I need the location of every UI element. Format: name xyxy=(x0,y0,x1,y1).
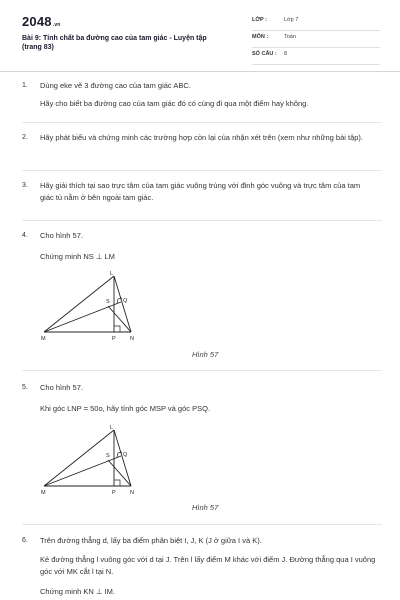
label-Q: Q xyxy=(123,298,128,304)
right-angle-P xyxy=(114,480,120,486)
question-text: Trên đường thẳng d, lấy ba điểm phân biệt I, J, K (J ở giữa I và K). xyxy=(40,536,262,545)
figure-caption: Hình 57 xyxy=(192,350,219,359)
meta-value: 8 xyxy=(284,51,288,57)
label-P: P xyxy=(112,336,116,342)
meta-value: Lớp 7 xyxy=(284,17,299,23)
question-number: 2. xyxy=(22,134,28,141)
question-separator xyxy=(22,370,382,371)
question-number: 4. xyxy=(22,232,28,239)
triangle-figure-57 xyxy=(36,266,146,346)
label-P: P xyxy=(112,490,116,496)
meta-table xyxy=(252,14,380,65)
meta-label: LỚP : xyxy=(252,17,267,23)
header xyxy=(0,0,400,70)
meta-value: Toán xyxy=(284,34,296,40)
label-M: M xyxy=(41,336,46,342)
question-text: Kẻ đường thẳng l vuông góc với d tại J. Trên l lấy điểm M khác với điểm J. Đường thẳng qua I vuông góc với MK cắt l tại N. xyxy=(40,555,376,576)
question-text: Hãy cho biết ba đường cao của tam giác đó có cùng đi qua một điểm hay không. xyxy=(40,99,309,108)
label-N: N xyxy=(130,336,134,342)
label-L: L xyxy=(110,425,114,431)
question-text: Chứng minh KN ⊥ IM. xyxy=(40,587,115,596)
label-M: M xyxy=(41,490,46,496)
question-separator xyxy=(22,524,382,525)
label-Q: Q xyxy=(123,452,128,458)
question-text: Hãy phát biểu và chứng minh các trường hợp còn lại của nhận xét trên (xem như những bài tập). xyxy=(40,133,364,142)
segment-ML xyxy=(44,430,114,486)
segment-NS xyxy=(108,460,131,486)
question-separator xyxy=(22,220,382,221)
question-text: Khi góc LNP = 50o, hãy tính góc MSP và góc PSQ. xyxy=(40,404,211,413)
segment-MQ xyxy=(44,456,121,486)
segment-MQ xyxy=(44,302,121,332)
question-number: 1. xyxy=(22,82,28,89)
label-N: N xyxy=(130,490,134,496)
segment-ML xyxy=(44,276,114,332)
question-number: 3. xyxy=(22,182,28,189)
figure-caption: Hình 57 xyxy=(192,503,219,512)
lesson-title: Bài 9: Tính chất ba đường cao của tam giác - Luyện tập (trang 83) xyxy=(22,35,207,51)
site-logo[interactable] xyxy=(22,14,61,29)
header-divider xyxy=(0,71,400,72)
question-text: Chứng minh NS ⊥ LM xyxy=(40,252,115,261)
segment-NS xyxy=(108,306,131,332)
meta-row-class xyxy=(252,14,380,31)
question-number: 5. xyxy=(22,384,28,391)
label-S: S xyxy=(106,299,110,305)
meta-label: SỐ CÂU : xyxy=(252,51,277,57)
question-separator xyxy=(22,170,382,171)
meta-label: MÔN : xyxy=(252,34,269,40)
label-L: L xyxy=(110,271,114,277)
label-S: S xyxy=(106,453,110,459)
question-text: Cho hình 57. xyxy=(40,231,83,240)
meta-row-question-count xyxy=(252,48,380,65)
question-text: Cho hình 57. xyxy=(40,383,83,392)
logo-suffix: .vn xyxy=(52,22,61,28)
question-text: Hãy giải thích tại sao trực tâm của tam giác vuông trùng với đỉnh góc vuông và trực tâm của tam giác tù nằm ở bên ngoài tam giác. xyxy=(40,181,361,202)
right-angle-P xyxy=(114,326,120,332)
question-text: Dùng eke vẽ 3 đường cao của tam giác ABC. xyxy=(40,81,191,90)
question-number: 6. xyxy=(22,537,28,544)
logo-text: 2048 xyxy=(22,14,52,29)
meta-row-subject xyxy=(252,31,380,48)
triangle-figure-57 xyxy=(36,420,146,500)
question-separator xyxy=(22,122,382,123)
